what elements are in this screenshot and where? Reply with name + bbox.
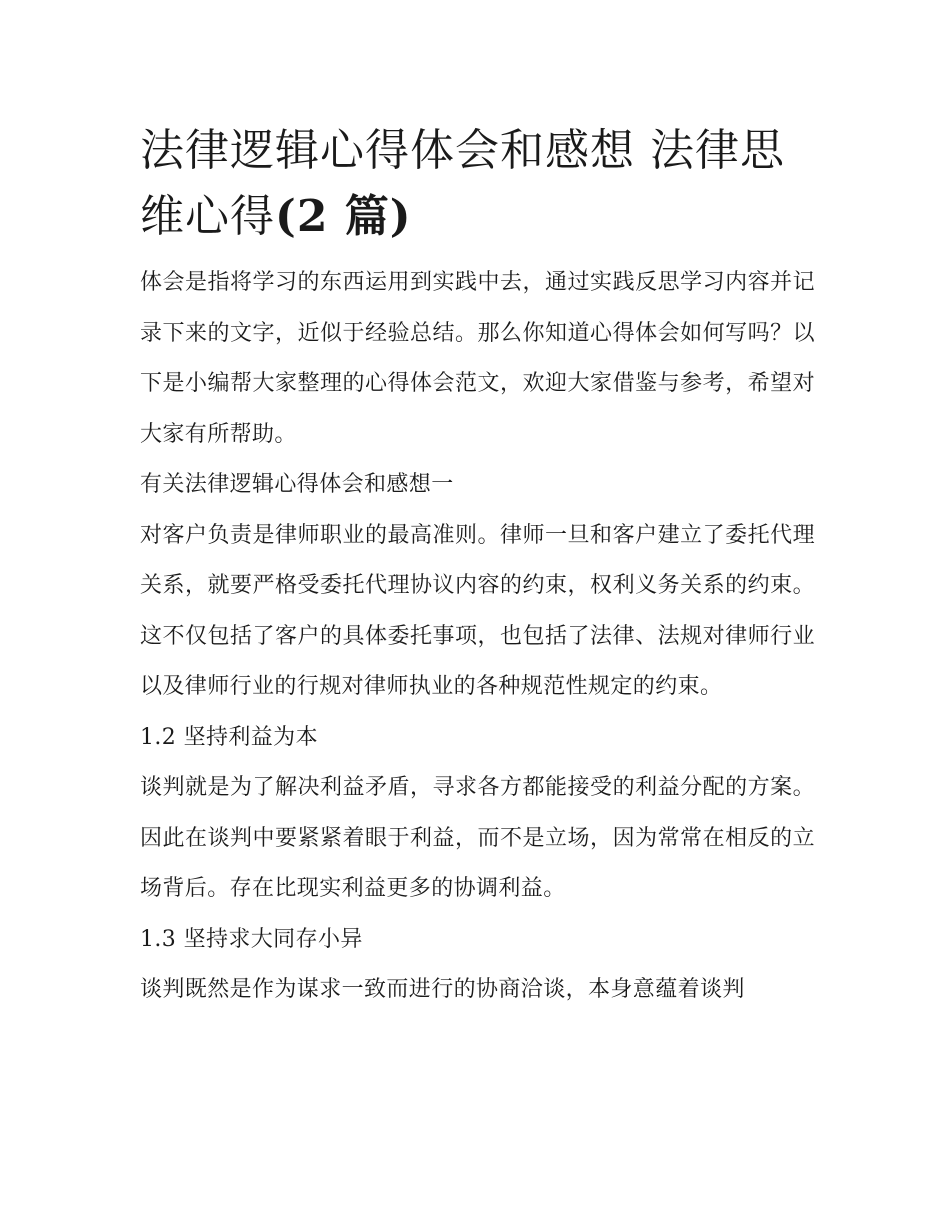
document-title <box>140 118 815 250</box>
section-heading-1: 有关法律逻辑心得体会和感想一 <box>140 472 454 497</box>
document-body <box>140 118 815 1016</box>
intro-paragraph: 体会是指将学习的东西运用到实践中去，通过实践反思学习内容并记录下来的文字，近似于经验总结。那么你知道心得体会如何写吗？以下是小编帮大家整理的心得体会范文，欢迎大家借鉴与参考，希望对大家有所帮助。 <box>140 270 815 447</box>
section-1-paragraph: 对客户负责是律师职业的最高准则。律师一旦和客户建立了委托代理关系，就要严格受委托代理协议内容的约束，权利义务关系的约束。这不仅包括了客户的具体委托事项，也包括了法律、法规对律师行业以及律师行业的行规对律师执业的各种规范性规定的约束。 <box>140 522 815 699</box>
title-suffix: (2 篇) <box>275 191 412 242</box>
section-1-3-paragraph: 谈判既然是作为谋求一致而进行的协商洽谈，本身意蕴着谈判 <box>140 977 745 1002</box>
section-heading-1-2: 1.2 坚持利益为本 <box>140 724 318 750</box>
section-heading-1-3: 1.3 坚持求大同存小异 <box>140 926 363 952</box>
title-main: 法律逻辑心得体会和感想 法律思维心得 <box>140 125 785 242</box>
section-1-2-paragraph: 谈判就是为了解决利益矛盾，寻求各方都能接受的利益分配的方案。因此在谈判中要紧紧着眼于利益，而不是立场，因为常常在相反的立场背后。存在比现实利益更多的协调利益。 <box>140 775 815 901</box>
